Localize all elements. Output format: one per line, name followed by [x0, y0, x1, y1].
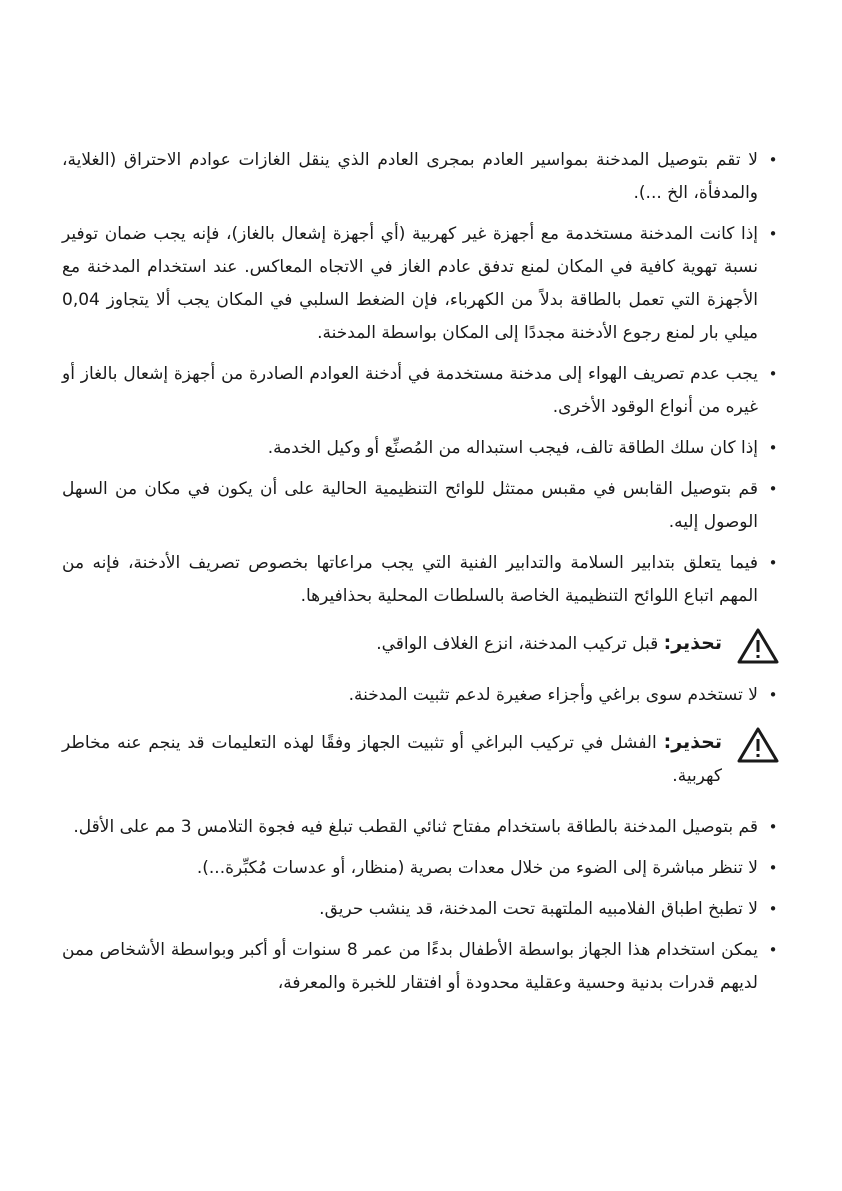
- list-item-text: قم بتوصيل القابس في مقبس ممتثل للوائح التنظيمية الحالية على أن يكون في مكان من السهل الوصول إليه.: [62, 479, 758, 532]
- bullet-marker: •: [768, 225, 778, 243]
- bullet-marker: •: [768, 900, 778, 918]
- list-item: [62, 811, 780, 844]
- bullet-marker: •: [768, 554, 778, 572]
- document-page: [62, 144, 780, 1008]
- list-item: [62, 144, 780, 210]
- warning-text: قبل تركيب المدخنة، انزع الغلاف الواقي.: [376, 634, 659, 654]
- list-item: [62, 432, 780, 465]
- list-item-text: لا تستخدم سوى براغي وأجزاء صغيرة لدعم تثبيت المدخنة.: [348, 685, 758, 705]
- bullet-marker: •: [768, 941, 778, 959]
- list-item: [62, 358, 780, 424]
- bullet-marker: •: [768, 480, 778, 498]
- warning-note: [62, 627, 780, 661]
- list-item-text: يجب عدم تصريف الهواء إلى مدخنة مستخدمة في أدخنة العوادم الصادرة من أجهزة إشعال بالغاز أو غيره من أنواع الوقود الأخرى.: [62, 364, 758, 417]
- list-item-text: لا تنظر مباشرة إلى الضوء من خلال معدات بصرية (منظار، أو عدسات مُكبِّرة...).: [196, 858, 758, 878]
- bullet-marker: •: [768, 439, 778, 457]
- bullet-marker: •: [768, 818, 778, 836]
- bullet-marker: •: [768, 365, 778, 383]
- warning-triangle-icon: [736, 627, 780, 665]
- bullet-marker: •: [768, 859, 778, 877]
- list-item-text: إذا كانت المدخنة مستخدمة مع أجهزة غير كهربية (أي أجهزة إشعال بالغاز)، فإنه يجب ضمان توفير نسبة تهوية كافية في المكان لمنع تدفق عادم الغاز في الاتجاه المعاكس. عند استخدام المدخنة مع الأجهزة التي تعمل بالطاقة بدلاً من الكهرباء، فإن الضغط السلبي في المكان يجب ألا يتجاوز 0,04 ميلي بار لمنع رجوع الأدخنة مجددًا إلى المكان بواسطة المدخنة.: [62, 224, 758, 343]
- bullet-marker: •: [768, 151, 778, 169]
- list-item: [62, 473, 780, 539]
- bullet-marker: •: [768, 686, 778, 704]
- list-item-text: لا تقم بتوصيل المدخنة بمواسير العادم بمجرى العادم الذي ينقل الغازات عوادم الاحتراق (الغلاية، والمدفأة، الخ ...).: [62, 150, 758, 203]
- warning-label: تحذير:: [663, 632, 722, 654]
- list-item-text: قم بتوصيل المدخنة بالطاقة باستخدام مفتاح ثنائي القطب تبلغ فيه فجوة التلامس 3 مم على الأقل.: [73, 817, 758, 837]
- list-item-text: يمكن استخدام هذا الجهاز بواسطة الأطفال بدءًا من عمر 8 سنوات أو أكبر وبواسطة الأشخاص ممن لديهم قدرات بدنية وحسية وعقلية محدودة أو افتقار للخبرة والمعرفة،: [62, 940, 758, 993]
- list-item: [62, 934, 780, 1000]
- list-item: [62, 852, 780, 885]
- list-item-text: فيما يتعلق بتدابير السلامة والتدابير الفنية التي يجب مراعاتها بخصوص تصريف الأدخنة، فإنه من المهم اتباع اللوائح التنظيمية الخاصة بالسلطات المحلية بحذافيرها.: [62, 553, 758, 606]
- warning-text: الفشل في تركيب البراغي أو تثبيت الجهاز وفقًا لهذه التعليمات قد ينجم عنه مخاطر كهربية.: [62, 733, 722, 786]
- list-item-text: لا تطبخ اطباق الفلامبيه الملتهبة تحت المدخنة، قد ينشب حريق.: [319, 899, 758, 919]
- list-item: [62, 547, 780, 613]
- warning-note: [62, 726, 780, 793]
- list-item-text: إذا كان سلك الطاقة تالف، فيجب استبداله من المُصنِّع أو وكيل الخدمة.: [267, 438, 758, 458]
- warning-label: تحذير:: [663, 731, 722, 753]
- list-item: [62, 679, 780, 712]
- warning-triangle-icon: [736, 726, 780, 764]
- list-item: [62, 218, 780, 350]
- list-item: [62, 893, 780, 926]
